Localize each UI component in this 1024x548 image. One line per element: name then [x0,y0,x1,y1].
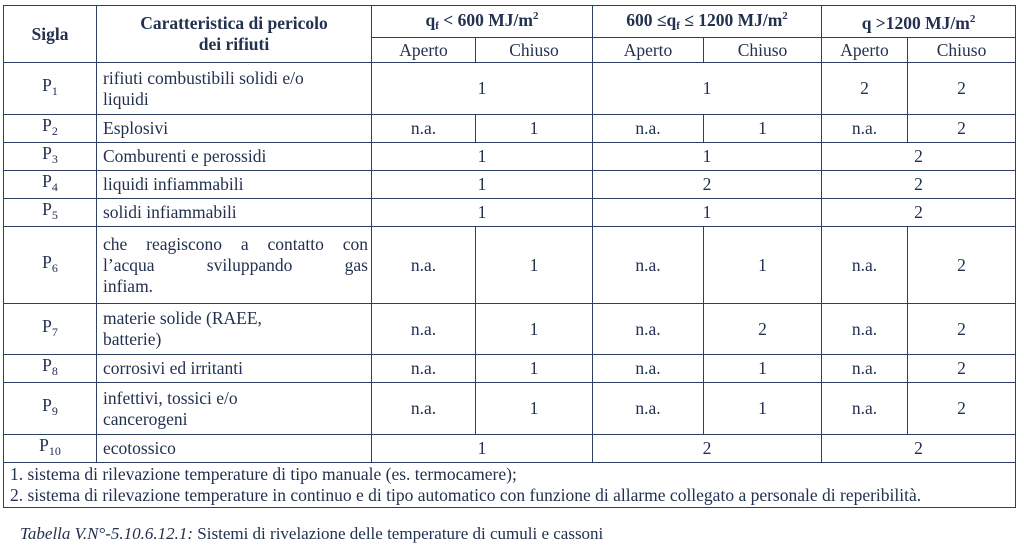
header-closed-1: Chiuso [476,38,593,63]
value-cell: 2 [908,63,1016,115]
header-group3-text: q >1200 MJ/m [861,13,970,33]
value-cell: 1 [372,171,593,199]
header-group2-sup: 2 [782,10,788,22]
value-cell: 1 [476,227,593,304]
table-caption [20,524,603,544]
header-group3-sup: 2 [969,13,976,25]
notes-row [4,463,1016,508]
value-cell: 1 [704,383,822,435]
header-sigla: Sigla [4,6,97,63]
row-code: $P_8$ [4,355,97,383]
value-cell: 2 [822,199,1016,227]
header-group2-sub: f [676,20,680,32]
value-cell: n.a. [372,304,476,355]
table-row [4,115,1016,143]
note-1: 1. sistema di rilevazione temperature di tipo manuale (es. termocamere); [10,464,517,484]
header-closed-3: Chiuso [908,38,1016,63]
value-cell: 2 [822,171,1016,199]
value-cell: n.a. [372,227,476,304]
value-cell: n.a. [372,383,476,435]
row-code: $P_3$ [4,143,97,171]
table-row [4,383,1016,435]
value-cell: n.a. [372,355,476,383]
row-code: $P_5$ [4,199,97,227]
value-cell: 1 [593,199,822,227]
header-characteristic-line2: dei rifiuti [198,34,270,54]
value-cell: 2 [908,115,1016,143]
value-cell: 2 [704,304,822,355]
header-row-groups [4,6,1016,38]
table-row [4,304,1016,355]
fire-detection-table [3,5,1016,508]
value-cell: n.a. [822,115,908,143]
caption-text: Sistemi di rivelazione delle temperature di cumuli e cassoni [193,524,604,543]
value-cell: 2 [908,227,1016,304]
row-description: solidi infiammabili [97,199,372,227]
header-open-3: Aperto [822,38,908,63]
notes-cell [4,463,1016,508]
row-code: $P_6$ [4,227,97,304]
row-code: $P_{10}$ [4,435,97,463]
note-2: 2. sistema di rilevazione temperature in continuo e di tipo automatico con funzione di allarme collegato a personale di reperibilità. [10,485,922,505]
table-row [4,143,1016,171]
value-cell: 1 [476,355,593,383]
header-open-1: Aperto [372,38,476,63]
row-description: materie solide (RAEE, batterie) [97,304,372,355]
value-cell: 2 [822,63,908,115]
value-cell: 1 [372,199,593,227]
row-description: Esplosivi [97,115,372,143]
row-description: corrosivi ed irritanti [97,355,372,383]
value-cell: n.a. [593,355,704,383]
row-description: Comburenti e perossidi [97,143,372,171]
header-group2-text: 600 ≤q [626,10,677,30]
value-cell: n.a. [593,304,704,355]
value-cell: 1 [593,143,822,171]
value-cell: n.a. [372,115,476,143]
row-code: $P_1$ [4,63,97,115]
value-cell: 1 [476,383,593,435]
row-code: $P_7$ [4,304,97,355]
value-cell: n.a. [822,304,908,355]
row-code: $P_4$ [4,171,97,199]
value-cell: n.a. [593,383,704,435]
row-description: che reagiscono a contatto con l’acqua sviluppando gas infiam. [97,227,372,304]
table-row [4,199,1016,227]
row-code: $P_2$ [4,115,97,143]
header-group1-sup: 2 [532,10,539,22]
header-characteristic [97,6,372,63]
table-row [4,227,1016,304]
value-cell: n.a. [593,115,704,143]
header-open-2: Aperto [593,38,704,63]
value-cell: 1 [476,115,593,143]
value-cell: 1 [372,435,593,463]
value-cell: 1 [593,63,822,115]
header-group1-text: q [425,10,436,30]
value-cell: 1 [704,355,822,383]
header-group2-mid: ≤ 1200 MJ/m [679,10,783,30]
value-cell: 2 [908,355,1016,383]
value-cell: 2 [593,435,822,463]
document-page [3,5,1019,508]
value-cell: 2 [822,143,1016,171]
value-cell: n.a. [822,355,908,383]
header-group1-sub: f [435,20,439,32]
table-row [4,63,1016,115]
value-cell: 1 [476,304,593,355]
header-group-mid-load [593,6,822,38]
value-cell: 1 [704,115,822,143]
table-row [4,435,1016,463]
header-characteristic-line1: Caratteristica di pericolo [140,13,328,33]
table-row [4,355,1016,383]
header-closed-2: Chiuso [704,38,822,63]
value-cell: n.a. [593,227,704,304]
value-cell: n.a. [822,227,908,304]
row-description: infettivi, tossici e/o cancerogeni [97,383,372,435]
header-group-low-load [372,6,593,38]
value-cell: 2 [908,304,1016,355]
row-description: rifiuti combustibili solidi e/o liquidi [97,63,372,115]
row-code: $P_9$ [4,383,97,435]
table-row [4,171,1016,199]
value-cell: 1 [704,227,822,304]
value-cell: 2 [908,383,1016,435]
caption-label: Tabella V.N°-5.10.6.12.1: [20,524,194,543]
value-cell: 1 [372,143,593,171]
row-description: ecotossico [97,435,372,463]
value-cell: 2 [822,435,1016,463]
value-cell: 2 [593,171,822,199]
header-group-high-load [822,6,1016,38]
row-description: liquidi infiammabili [97,171,372,199]
header-group1-mid: < 600 MJ/m [438,10,533,30]
value-cell: 1 [372,63,593,115]
value-cell: n.a. [822,383,908,435]
